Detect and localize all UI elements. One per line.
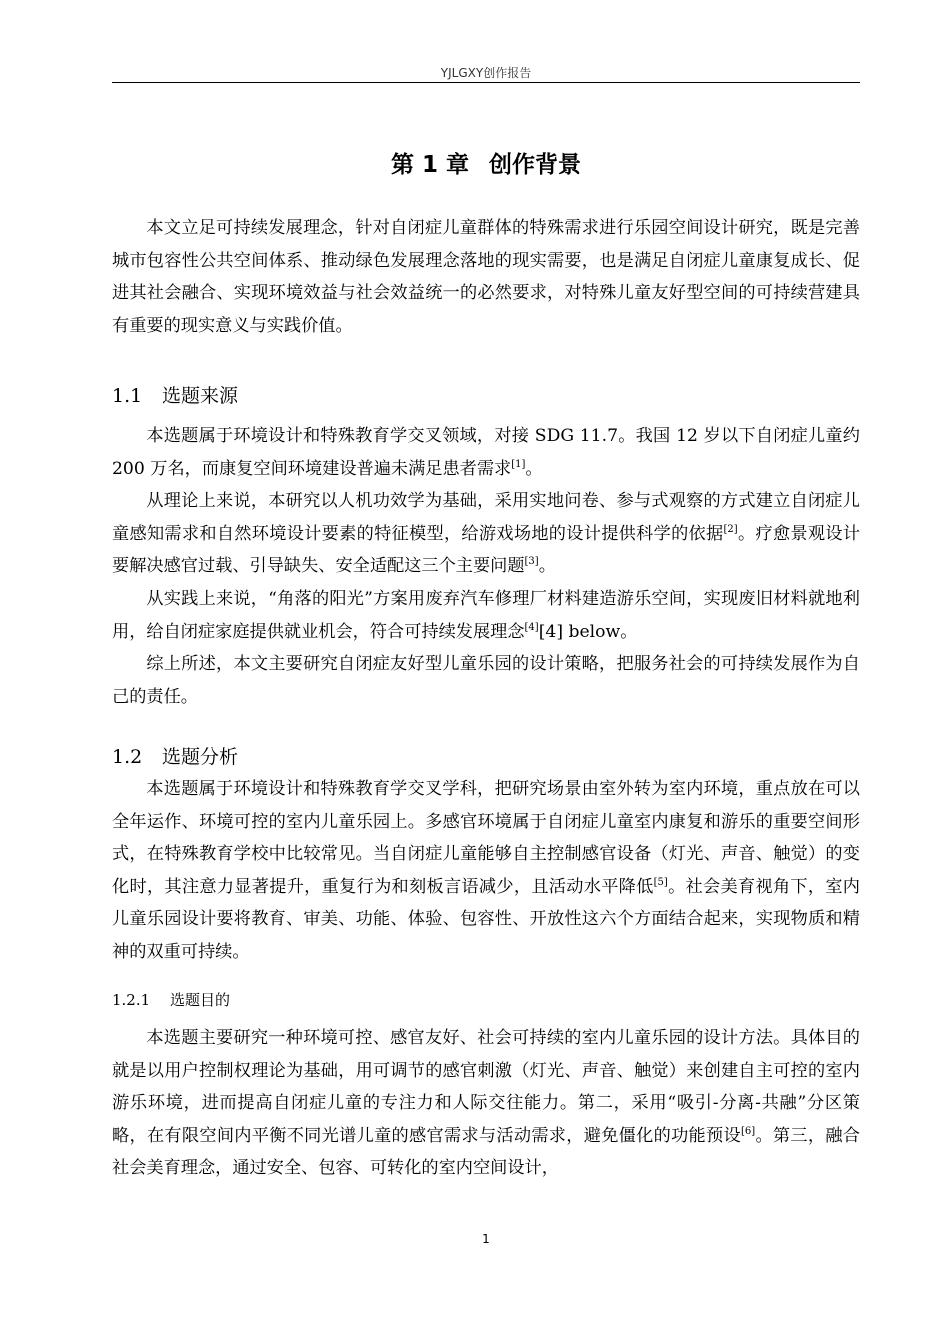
intro-block [112,212,860,342]
paragraph: 本选题主要研究一种环境可控、感官友好、社会可持续的室内儿童乐园的设计方法。具体目的就是以用户控制权理论为基础，用可调节的感官刺激（灯光、声音、触觉）来创建自主可控的室内游乐环境，进而提高自闭症儿童的专注力和人际交往能力。第二，采用“吸引-分离-共融”分区策略，在有限空间内平衡不同光谱儿童的感官需求与活动需求，避免僵化的功能预设[6]。第三，融合社会美育理念，通过安全、包容、可转化的室内空间设计， [112,1028,860,1179]
paragraph: 本选题属于环境设计和特殊教育学交叉领域，对接 SDG 11.7。我国 12 岁以下自闭症儿童约 200 万名，而康复空间环境建设普遍未满足患者需求[1]。 [112,426,860,479]
section-1-2-body [112,773,860,969]
citation: [6] [740,1125,756,1137]
section-title: 选题来源 [162,385,239,407]
section-heading-1-1 [112,381,238,408]
citation: [5] [653,876,668,888]
section-number: 1.2 [112,746,143,768]
citation: [2] [723,523,738,535]
citation: [3] [524,556,539,568]
section-title: 选题目的 [170,991,231,1009]
section-title: 选题分析 [162,746,239,768]
section-1-2-1-body [112,1022,860,1185]
paragraph: 本选题属于环境设计和特殊教育学交叉学科，把研究场景由室外转为室内环境，重点放在可以全年运作、环境可控的室内儿童乐园上。多感官环境属于自闭症儿童室内康复和游乐的重要空间形式，在特殊教育学校中比较常见。当自闭症儿童能够自主控制感官设备（灯光、声音、触觉）的变化时，其注意力显著提升，重复行为和刻板言语减少，且活动水平降低[5]。社会美育视角下，室内儿童乐园设计要将教育、审美、功能、体验、包容性、开放性这六个方面结合起来，实现物质和精神的双重可持续。 [112,779,860,962]
citation: [4] [524,621,539,633]
header-rule [112,82,860,83]
paragraph: 从理论上来说，本研究以人机功效学为基础，采用实地问卷、参与式观察的方式建立自闭症儿童感知需求和自然环境设计要素的特征模型，给游戏场地的设计提供科学的依据[2]。疗愈景观设计要解决感官过载、引导缺失、安全适配这三个主要问题[3]。 [112,491,860,577]
paragraph: 从实践上来说，“角落的阳光”方案用废弃汽车修理厂材料建造游乐空间，实现废旧材料就地利用，给自闭症家庭提供就业机会，符合可持续发展理念[4][4] below。 [112,588,860,642]
intro-paragraph: 本文立足可持续发展理念，针对自闭症儿童群体的特殊需求进行乐园空间设计研究，既是完善城市包容性公共空间体系、推动绿色发展理念落地的现实需要，也是满足自闭症儿童康复成长、促进其社会融合、实现环境效益与社会效益统一的必然要求，对特殊儿童友好型空间的可持续营建具有重要的现实意义与实践价值。 [112,218,860,336]
chapter-label: 第 1 章 [390,152,470,178]
paragraph: 综上所述，本文主要研究自闭症友好型儿童乐园的设计策略，把服务社会的可持续发展作为自己的责任。 [112,654,860,707]
section-number: 1.1 [112,385,143,407]
chapter-title [112,146,860,179]
section-1-1-body [112,420,860,713]
chapter-name: 创作背景 [489,152,582,178]
section-heading-1-2-1 [112,989,230,1010]
page-number: 1 [482,1232,490,1246]
section-heading-1-2 [112,742,238,769]
section-number: 1.2.1 [112,991,151,1009]
citation: [1] [511,458,526,470]
page-header: YJLGXY创作报告 [440,66,532,80]
